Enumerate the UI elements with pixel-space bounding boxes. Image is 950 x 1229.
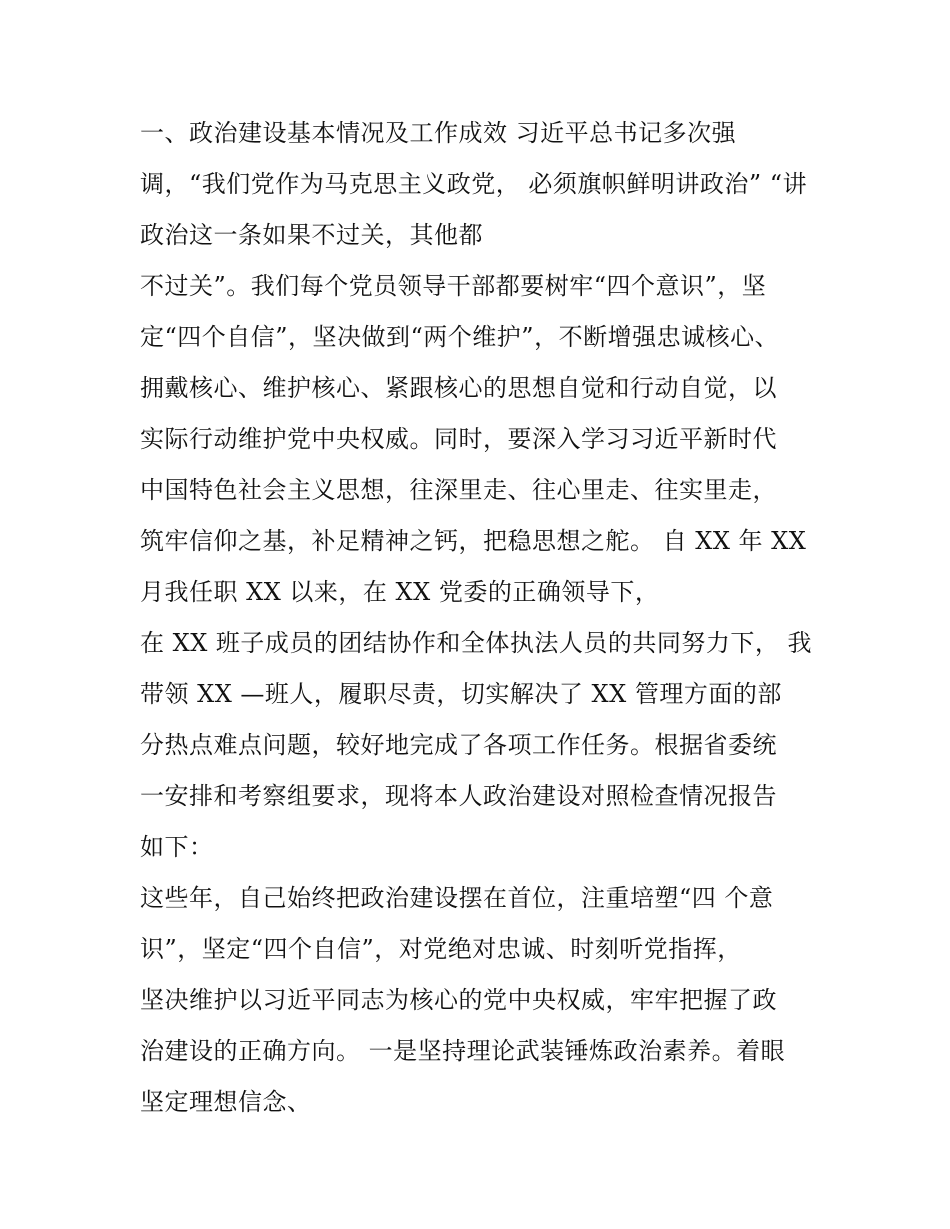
text-line: 这些年，自己始终把政治建设摆在首位，注重培塑“四 个意 (140, 884, 774, 912)
text-line: 分热点难点问题，较好地完成了各项工作任务。根据省委统 (140, 731, 777, 759)
text-line: 带领 XX —班人，履职尽责，切实解决了 XX 管理方面的部 (140, 680, 782, 708)
text-line: 定“四个自信”，坚决做到“两个维护”，不断增强忠诚核心、 (140, 323, 780, 351)
text-line: 调，“我们党作为马克思主义政党， 必须旗帜鲜明讲政治” “讲 (140, 170, 808, 198)
text-line: 识”，坚定“四个自信”，对党绝对忠诚、时刻听党指挥， (140, 935, 742, 963)
text-line: 实际行动维护党中央权威。同时，要深入学习习近平新时代 (140, 425, 777, 453)
text-line: 中国特色社会主义思想，往深里走、往心里走、往实里走， (140, 476, 777, 504)
text-line: 在 XX 班子成员的团结协作和全体执法人员的共同努力下， 我 (140, 629, 813, 657)
text-line: 政治这一条如果不过关，其他都 (140, 221, 483, 249)
text-line: 如下： (140, 833, 214, 861)
text-line: 坚定理想信念、 (140, 1088, 312, 1116)
text-line: 一、政治建设基本情况及工作成效 习近平总书记多次强 (140, 119, 737, 147)
text-line: 拥戴核心、维护核心、紧跟核心的思想自觉和行动自觉，以 (140, 374, 777, 402)
text-line: 不过关”。我们每个党员领导干部都要树牢“四个意识”，坚 (140, 272, 767, 300)
text-line: 月我任职 XX 以来，在 XX 党委的正确领导下， (140, 578, 660, 606)
document-body (140, 108, 840, 1128)
text-line: 治建设的正确方向。 一是坚持理论武装锤炼政治素养。着眼 (140, 1037, 786, 1065)
text-line: 筑牢信仰之基，补足精神之钙，把稳思想之舵。 自 XX 年 XX (140, 527, 807, 555)
text-line: 一安排和考察组要求，现将本人政治建设对照检查情况报告 (140, 782, 777, 810)
text-line: 坚决维护以习近平同志为核心的党中央权威，牢牢把握了政 (140, 986, 777, 1014)
